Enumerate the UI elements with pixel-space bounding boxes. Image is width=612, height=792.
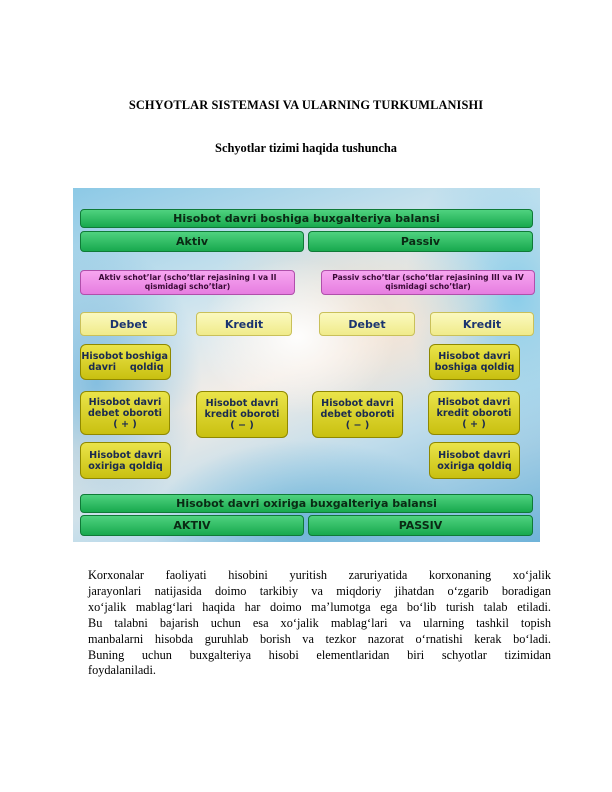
aktiv-opening-line-2: boshiga qoldiq (125, 351, 169, 373)
aktiv-closing-line-2: oxiriga qoldiq (88, 460, 163, 472)
aktiv-bottom-header: AKTIV (80, 515, 304, 536)
aktiv-opening-line-1: Hisobot davri (81, 351, 124, 373)
passiv-debit-line-1: Hisobot davri (321, 398, 394, 409)
passiv-opening-line-2: boshiga qoldiq (434, 362, 515, 373)
aktiv-debit-line-1: Hisobot davri (88, 396, 162, 408)
paragraph-line-2: jarayonlari natijasida doimo tarkibiy va miqdoriy jihatdan o‘zgarib boradigan (88, 583, 551, 598)
passiv-debit-sign: ( − ) (345, 420, 370, 431)
aktiv-debit-turnover (80, 391, 170, 435)
aktiv-closing-line-1: Hisobot davri (89, 449, 162, 461)
passiv-credit-turnover (428, 391, 520, 435)
aktiv-debet-header: Debet (80, 312, 177, 336)
passiv-debet-header: Debet (319, 312, 415, 336)
passiv-debit-turnover (312, 391, 403, 438)
passiv-opening-line-1: Hisobot davri (438, 351, 511, 362)
passiv-header: Passiv (308, 231, 533, 252)
passiv-kredit-header: Kredit (430, 312, 534, 336)
section-subtitle: Schyotlar tizimi haqida tushuncha (215, 141, 397, 155)
aktiv-header: Aktiv (80, 231, 304, 252)
passiv-closing-line-1: Hisobot davri (438, 449, 511, 461)
paragraph-line-5: manbalarni hisobda guruhlab borish va tezkor nazorat o‘rnatishi kerak bo‘ladi. (88, 631, 551, 646)
aktiv-credit-line-2: kredit oboroti (204, 409, 280, 420)
paragraph-line-1: Korxonalar faoliyati hisobini yuritish zaruriyatida korxonaning xo‘jalik (88, 568, 551, 582)
closing-balance-banner: Hisobot davri oxiriga buxgalteriya balansi (80, 494, 533, 513)
paragraph-line-7: foydalaniladi. (88, 663, 156, 678)
body-paragraph (88, 568, 551, 679)
aktiv-opening-balance (80, 344, 171, 380)
aktiv-credit-line-1: Hisobot davri (205, 398, 279, 409)
passiv-credit-line-1: Hisobot davri (437, 396, 511, 408)
aktiv-credit-turnover (196, 391, 288, 438)
document-title: SCHYOTLAR SISTEMASI VA ULARNING TURKUMLANISHI (128, 98, 484, 112)
aktiv-accounts-label: Aktiv schot’lar (scho’tlar rejasining I va II qismidagi scho’tlar) (80, 270, 295, 295)
passiv-bottom-header: PASSIV (308, 515, 533, 536)
aktiv-closing-balance (80, 442, 171, 479)
paragraph-line-3: xo‘jalik mablag‘lari haqida har doimo ma’lumotga ega bo‘lib turish talab etiladi. (88, 599, 551, 614)
aktiv-debit-line-2: debet oboroti (88, 407, 162, 419)
passiv-credit-sign: ( + ) (462, 418, 486, 430)
passiv-opening-balance (429, 344, 520, 380)
aktiv-debit-sign: ( + ) (113, 418, 137, 430)
opening-balance-banner: Hisobot davri boshiga buxgalteriya balansi (80, 209, 533, 228)
aktiv-credit-sign: ( − ) (230, 420, 254, 431)
accounts-system-diagram (73, 188, 540, 542)
aktiv-kredit-header: Kredit (196, 312, 292, 336)
passiv-closing-line-2: oxiriga qoldiq (437, 460, 512, 472)
passiv-debit-line-2: debet oboroti (320, 409, 395, 420)
passiv-accounts-label: Passiv scho’tlar (scho’tlar rejasining III va IV qismidagi scho’tlar) (321, 270, 535, 295)
passiv-credit-line-2: kredit oboroti (436, 407, 512, 419)
paragraph-line-4: Bu talabni bajarish uchun esa xo‘jalik mablag‘lari va ularning tashkil topish (88, 615, 551, 630)
paragraph-line-6: Buning uchun buxgalteriya hisobi elementlaridan biri schyotlar tizimidan (88, 647, 551, 662)
passiv-closing-balance (429, 442, 520, 479)
